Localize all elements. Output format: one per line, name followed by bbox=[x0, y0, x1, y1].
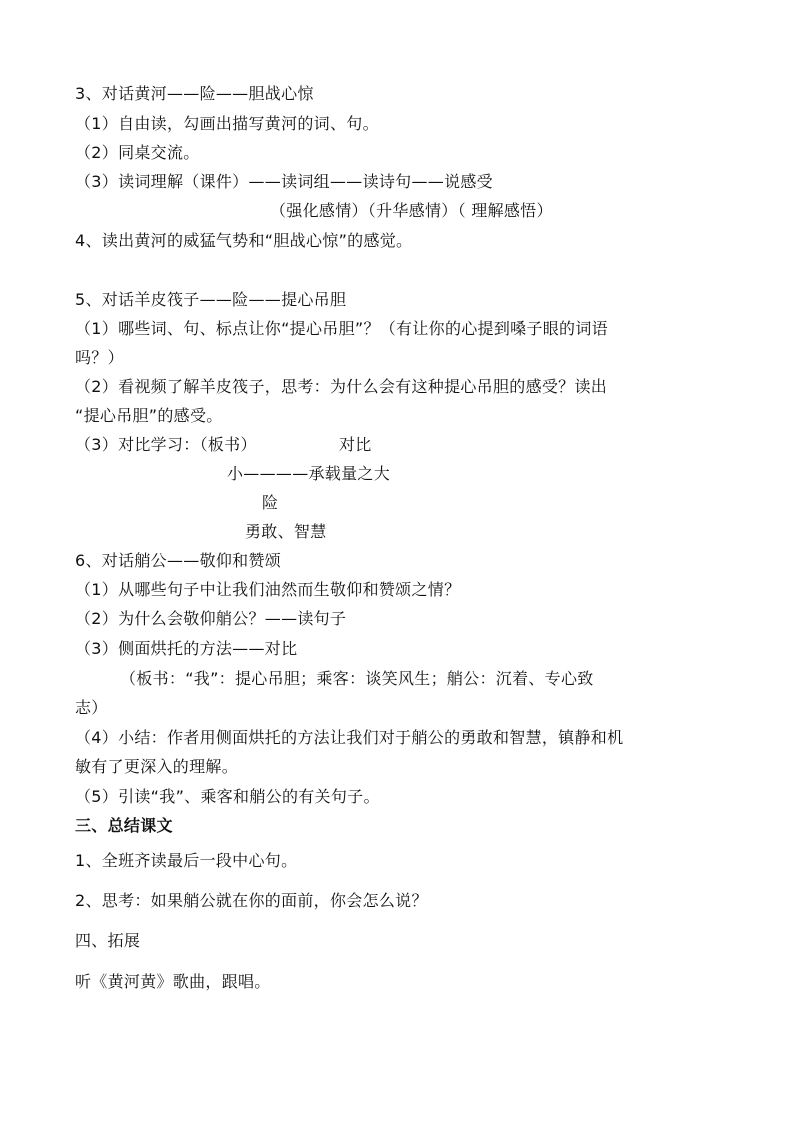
section-6-heading: 6、对话艄公——敬仰和赞颂 bbox=[75, 551, 282, 570]
item-6-1: （1）从哪些句子中让我们油然而生敬仰和赞颂之情？ bbox=[75, 580, 461, 599]
part-3-item-1: 1、全班齐读最后一段中心句。 bbox=[75, 851, 298, 870]
item-6-4: （4）小结：作者用侧面烘托的方法让我们对于艄公的勇敢和智慧，镇静和机 bbox=[75, 728, 624, 747]
board-note-cont: 志） bbox=[75, 698, 108, 717]
part-3-heading: 三、总结课文 bbox=[75, 816, 173, 835]
part-4-heading: 四、拓展 bbox=[75, 931, 141, 950]
item-6-5: （5）引读“我”、乘客和艄公的有关句子。 bbox=[75, 787, 380, 806]
item-5-2-cont: “提心吊胆”的感受。 bbox=[75, 406, 223, 425]
item-6-3: （3）侧面烘托的方法——对比 bbox=[75, 639, 298, 658]
item-3-1: （1）自由读，勾画出描写黄河的词、句。 bbox=[75, 114, 379, 133]
board-note: （板书：“我”：提心吊胆；乘客：谈笑风生；艄公：沉着、专心致 bbox=[120, 669, 594, 688]
item-5-1-cont: 吗？） bbox=[75, 348, 124, 367]
item-5-3: （3）对比学习：（板书） bbox=[75, 435, 257, 454]
section-3-heading: 3、对话黄河——险——胆战心惊 bbox=[75, 84, 314, 103]
part-3-item-2: 2、思考：如果艄公就在你的面前，你会怎么说？ bbox=[75, 891, 428, 910]
board-danger: 险 bbox=[262, 493, 279, 512]
item-5-2: （2）看视频了解羊皮筏子，思考：为什么会有这种提心吊胆的感受？读出 bbox=[75, 377, 608, 396]
board-courage-wisdom: 勇敢、智慧 bbox=[245, 522, 327, 541]
section-4-heading: 4、读出黄河的威猛气势和“胆战心惊”的感觉。 bbox=[75, 231, 413, 250]
section-5-heading: 5、对话羊皮筏子——险——提心吊胆 bbox=[75, 290, 347, 309]
item-3-2: （2）同桌交流。 bbox=[75, 143, 200, 162]
item-3-3: （3）读词理解（课件）——读词组——读诗句——说感受 bbox=[75, 172, 493, 191]
board-capacity-line: 小————承载量之大 bbox=[227, 464, 391, 483]
item-5-1: （1）哪些词、句、标点让你“提心吊胆”？（有让你的心提到嗓子眼的词语 bbox=[75, 319, 608, 338]
part-4-item: 听《黄河黄》歌曲，跟唱。 bbox=[75, 972, 271, 991]
item-6-2: （2）为什么会敬仰艄公？——读句子 bbox=[75, 609, 347, 628]
item-6-4-cont: 敏有了更深入的理解。 bbox=[75, 757, 239, 776]
item-3-3-notes: （强化感情）（升华感情）（ 理解感悟） bbox=[270, 201, 553, 220]
board-contrast-label: 对比 bbox=[339, 435, 372, 454]
